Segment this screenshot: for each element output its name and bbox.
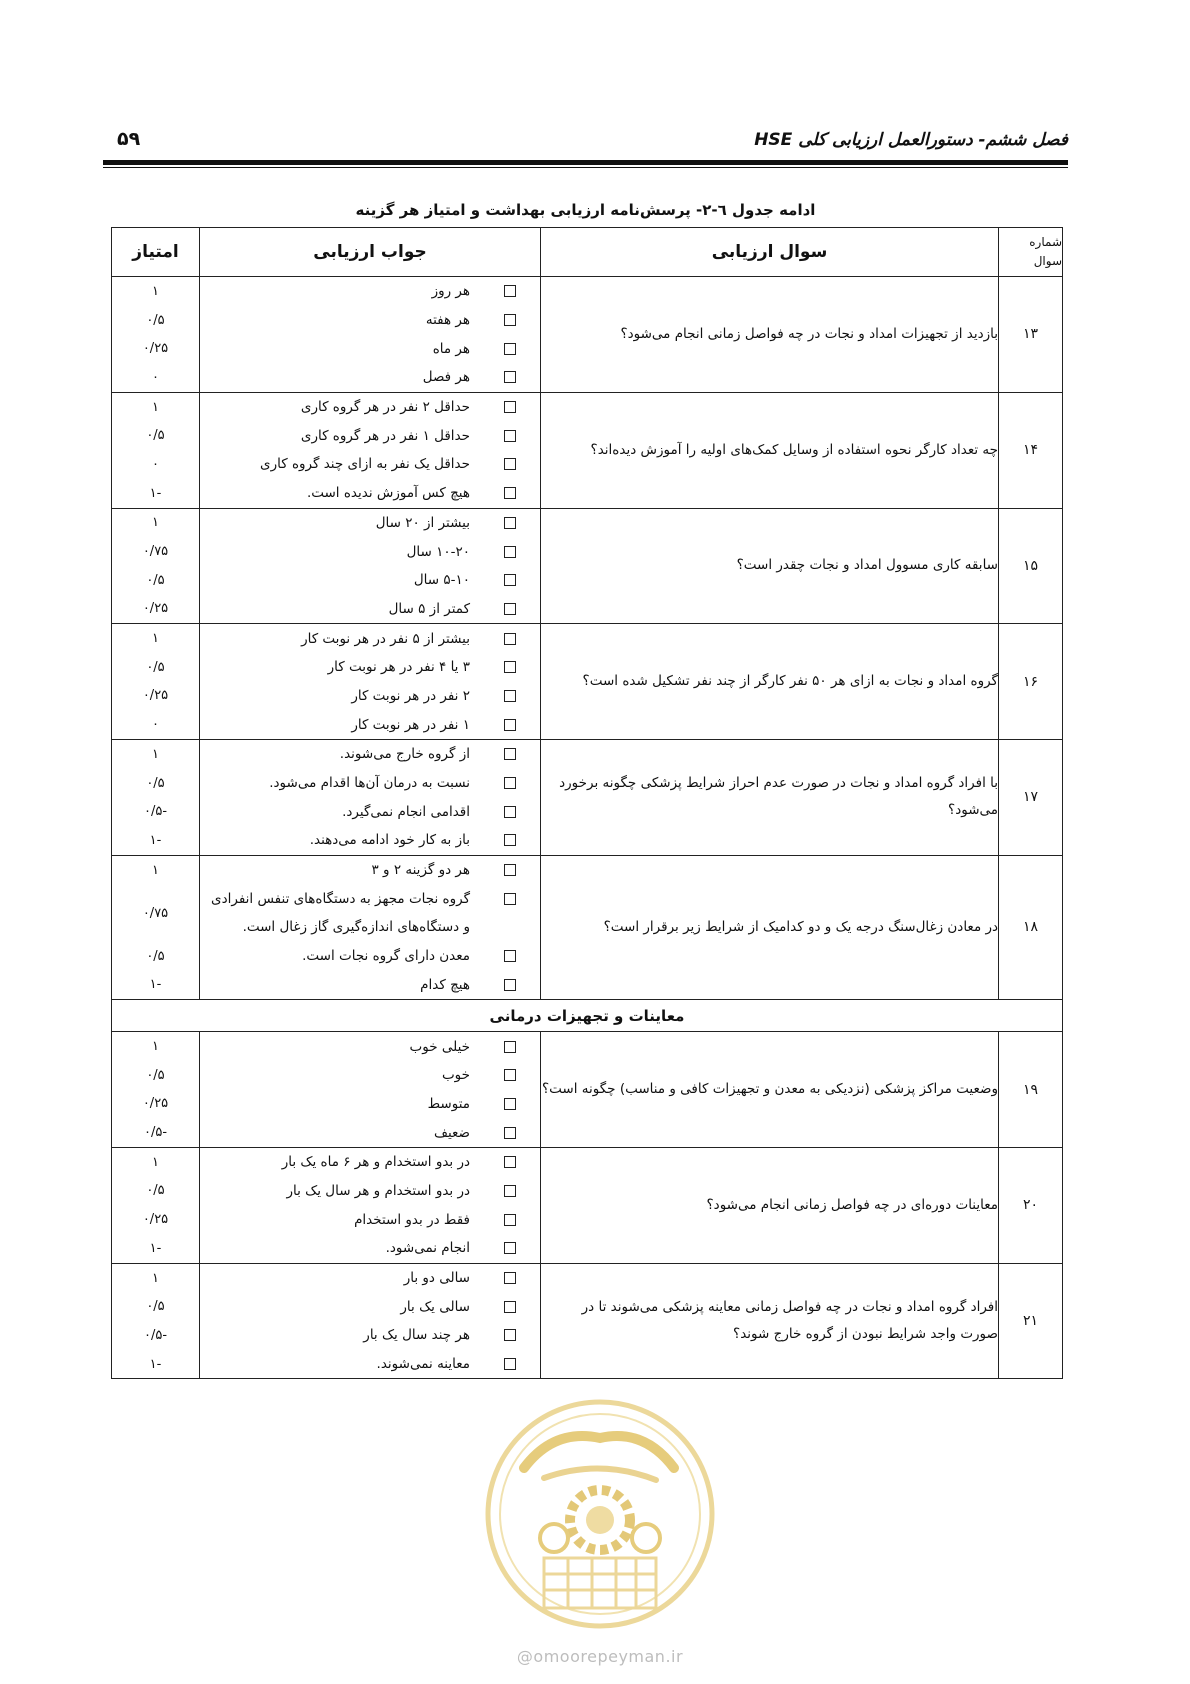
answer-option-text: نسبت به درمان آن‌ها اقدام می‌شود. <box>269 775 470 792</box>
answer-option-continuation <box>200 913 540 942</box>
score-value: ۰ <box>152 456 159 472</box>
question-number: ۱۵ <box>999 508 1063 624</box>
score-values <box>112 1263 200 1379</box>
answer-option <box>200 1177 540 1206</box>
checkbox-icon[interactable] <box>504 1127 516 1139</box>
answer-options <box>200 1147 541 1263</box>
answer-option-text: کمتر از ۵ سال <box>388 600 470 617</box>
answer-option-text: هیچ کدام <box>420 976 470 993</box>
score-value: ۱ <box>152 862 159 878</box>
answer-option <box>200 971 540 1000</box>
answer-option <box>200 624 540 653</box>
answer-option-text: فقط در بدو استخدام <box>354 1211 470 1228</box>
answer-option-text: اقدامی انجام نمی‌گیرد. <box>342 803 470 820</box>
website-watermark: @omoorepeyman.ir <box>516 1647 684 1666</box>
score-value: ۰/۲۵ <box>142 341 169 357</box>
table-body <box>112 277 1063 1379</box>
question-number: ۱۹ <box>999 1032 1063 1148</box>
answer-option-text: خوب <box>441 1067 470 1084</box>
score-value: ۱ <box>152 1270 159 1286</box>
answer-option-text: هر ماه <box>432 340 470 357</box>
answer-option <box>200 421 540 450</box>
score-value: ۱ <box>152 1154 159 1170</box>
score-value: ۰/۵ <box>146 1067 165 1083</box>
publisher-stamp-logo <box>484 1398 716 1630</box>
answer-option <box>200 769 540 798</box>
score-value: ۰/۲۵ <box>142 601 169 617</box>
score-value: ۰/۵ <box>146 572 165 588</box>
answer-option <box>200 1350 540 1379</box>
score-value: ۰/۵- <box>143 1125 168 1141</box>
question-number: ۱۶ <box>999 624 1063 740</box>
answer-options <box>200 740 541 856</box>
score-value: ۱- <box>149 1356 162 1372</box>
score-value: ۰ <box>152 369 159 385</box>
column-header-number: شماره سوال <box>999 228 1063 277</box>
checkbox-icon[interactable] <box>504 285 516 297</box>
answer-option-text: خیلی خوب <box>409 1038 470 1055</box>
answer-option <box>200 826 540 855</box>
checkbox-icon[interactable] <box>504 719 516 731</box>
answer-option-text: سالی دو بار <box>403 1270 470 1287</box>
answer-option <box>200 595 540 624</box>
column-header-score: امتیاز <box>112 228 200 277</box>
checkbox-icon[interactable] <box>504 487 516 499</box>
checkbox-icon[interactable] <box>504 979 516 991</box>
checkbox-icon[interactable] <box>504 1156 516 1168</box>
question-number: ۱۸ <box>999 855 1063 999</box>
question-number: ۱۳ <box>999 277 1063 393</box>
answer-option-text: ۵-۱۰ سال <box>413 572 470 589</box>
checkbox-icon[interactable] <box>504 517 516 529</box>
checkbox-icon[interactable] <box>504 371 516 383</box>
answer-option <box>200 740 540 769</box>
assessment-table <box>111 227 1063 1379</box>
answer-option <box>200 1321 540 1350</box>
score-value: ۰/۵- <box>143 1327 168 1343</box>
checkbox-icon[interactable] <box>504 1242 516 1254</box>
answer-option-text: هر چند سال یک بار <box>363 1327 470 1344</box>
question-row <box>112 277 1063 393</box>
answer-option <box>200 1234 540 1263</box>
question-row <box>112 624 1063 740</box>
answer-option-text: و دستگاه‌های اندازه‌گیری گاز زغال است. <box>242 919 470 936</box>
question-text: در معادن زغال‌سنگ درجه یک و دو کدامیک از شرایط زیر برقرار است؟ <box>541 855 999 999</box>
answer-option <box>200 334 540 363</box>
question-number: ۲۰ <box>999 1147 1063 1263</box>
checkbox-icon[interactable] <box>504 1069 516 1081</box>
score-values <box>112 508 200 624</box>
answer-option <box>200 363 540 392</box>
answer-option <box>200 682 540 711</box>
answer-option <box>200 306 540 335</box>
checkbox-icon[interactable] <box>504 1272 516 1284</box>
score-value: ۰/۷۵ <box>142 905 169 921</box>
answer-option-text: متوسط <box>427 1095 470 1112</box>
page-header <box>103 126 1068 156</box>
page-number: ۵۹ <box>117 128 141 150</box>
question-number: ۱۴ <box>999 392 1063 508</box>
score-value: ۰/۵ <box>146 659 165 675</box>
answer-option-text: معاینه نمی‌شوند. <box>376 1356 470 1373</box>
checkbox-icon[interactable] <box>504 1301 516 1313</box>
answer-options <box>200 1032 541 1148</box>
checkbox-icon[interactable] <box>504 1358 516 1370</box>
answer-option <box>200 1032 540 1061</box>
column-header-question: سوال ارزیابی <box>541 228 999 277</box>
score-value: ۰/۲۵ <box>142 1096 169 1112</box>
score-value: ۱- <box>149 977 162 993</box>
score-value: ۰/۷۵ <box>142 544 169 560</box>
score-values <box>112 1032 200 1148</box>
answer-option-text: حداقل ۱ نفر در هر گروه کاری <box>300 427 470 444</box>
score-value: ۱ <box>152 283 159 299</box>
score-value: ۱- <box>149 485 162 501</box>
answer-option-text: در بدو استخدام و هر ۶ ماه یک بار <box>281 1154 470 1171</box>
answer-option-text: هر دو گزینه ۲ و ۳ <box>371 862 470 879</box>
question-text: با افراد گروه امداد و نجات در صورت عدم احراز شرایط پزشکی چگونه برخورد می‌شود؟ <box>541 740 999 856</box>
answer-option <box>200 277 540 306</box>
question-row <box>112 740 1063 856</box>
score-value: ۱ <box>152 399 159 415</box>
answer-option-text: از گروه خارج می‌شوند. <box>339 746 470 763</box>
question-text: گروه امداد و نجات به ازای هر ۵۰ نفر کارگر از چند نفر تشکیل شده است؟ <box>541 624 999 740</box>
checkbox-icon[interactable] <box>504 430 516 442</box>
answer-option-text: معدن دارای گروه نجات است. <box>302 948 470 965</box>
question-text: بازدید از تجهیزات امداد و نجات در چه فواصل زمانی انجام می‌شود؟ <box>541 277 999 393</box>
answer-option <box>200 1205 540 1234</box>
answer-option-text: بیشتر از ۵ نفر در هر نوبت کار <box>301 630 470 647</box>
answer-option <box>200 653 540 682</box>
answer-option-text: ۲ نفر در هر نوبت کار <box>351 687 470 704</box>
question-number: ۱۷ <box>999 740 1063 856</box>
score-value: ۱ <box>152 515 159 531</box>
checkbox-icon[interactable] <box>504 1329 516 1341</box>
score-value: ۱ <box>152 631 159 647</box>
score-value: ۱- <box>149 1240 162 1256</box>
checkbox-icon[interactable] <box>504 950 516 962</box>
question-text: معاینات دوره‌ای در چه فواصل زمانی انجام می‌شود؟ <box>541 1147 999 1263</box>
checkbox-icon[interactable] <box>504 748 516 760</box>
answer-option <box>200 479 540 508</box>
score-value: ۰/۵ <box>146 948 165 964</box>
score-value: ۰/۵ <box>146 312 165 328</box>
score-value: ۰/۵- <box>143 804 168 820</box>
answer-option <box>200 566 540 595</box>
answer-option <box>200 884 540 913</box>
answer-option-text: هر فصل <box>422 369 470 386</box>
answer-option <box>200 1061 540 1090</box>
answer-option <box>200 1292 540 1321</box>
score-value: ۰/۵ <box>146 1299 165 1315</box>
answer-option <box>200 537 540 566</box>
answer-option <box>200 1264 540 1293</box>
question-row <box>112 1263 1063 1379</box>
score-values <box>112 740 200 856</box>
answer-options <box>200 508 541 624</box>
answer-option <box>200 393 540 422</box>
checkbox-icon[interactable] <box>504 633 516 645</box>
answer-option <box>200 450 540 479</box>
score-value: ۰/۵ <box>146 775 165 791</box>
answer-option-text: باز به کار خود ادامه می‌دهند. <box>309 832 470 849</box>
question-text: افراد گروه امداد و نجات در چه فواصل زمانی معاینه پزشکی می‌شوند تا در صورت واجد شرایط نبودن از گروه خارج شوند؟ <box>541 1263 999 1379</box>
answer-options <box>200 277 541 393</box>
column-header-answer: جواب ارزیابی <box>200 228 541 277</box>
header-rule-thin <box>103 167 1068 168</box>
score-value: ۰/۵ <box>146 1183 165 1199</box>
question-text: چه تعداد کارگر نحوه استفاده از وسایل کمک‌های اولیه را آموزش دیده‌اند؟ <box>541 392 999 508</box>
header-rule-thick <box>103 160 1068 165</box>
checkbox-icon[interactable] <box>504 1185 516 1197</box>
section-title: معاینات و تجهیزات درمانی <box>112 1000 1063 1032</box>
checkbox-icon[interactable] <box>504 690 516 702</box>
answer-option <box>200 942 540 971</box>
table-caption: ادامه جدول ٦-٢- پرسش‌نامه ارزیابی بهداشت و امتیاز هر گزینه <box>355 201 816 219</box>
score-value: ۱ <box>152 746 159 762</box>
checkbox-icon[interactable] <box>504 834 516 846</box>
answer-option-text: ۳ یا ۴ نفر در هر نوبت کار <box>327 659 470 676</box>
checkbox-icon[interactable] <box>504 314 516 326</box>
checkbox-icon[interactable] <box>504 1041 516 1053</box>
section-row <box>112 1000 1063 1032</box>
answer-options <box>200 624 541 740</box>
question-text: سابقه کاری مسوول امداد و نجات چقدر است؟ <box>541 508 999 624</box>
answer-options <box>200 392 541 508</box>
score-value: ۰/۵ <box>146 428 165 444</box>
answer-option-text: حداقل یک نفر به ازای چند گروه کاری <box>260 456 470 473</box>
answer-option-text: در بدو استخدام و هر سال یک بار <box>286 1182 470 1199</box>
question-row <box>112 855 1063 999</box>
question-row <box>112 392 1063 508</box>
checkbox-icon[interactable] <box>504 1098 516 1110</box>
score-values <box>112 277 200 393</box>
score-values <box>112 855 200 999</box>
checkbox-icon[interactable] <box>504 1214 516 1226</box>
score-value: ۱ <box>152 1039 159 1055</box>
answer-option <box>200 1148 540 1177</box>
answer-option-text: سالی یک بار <box>400 1298 470 1315</box>
checkbox-icon[interactable] <box>504 546 516 558</box>
score-value: ۱- <box>149 832 162 848</box>
checkbox-icon[interactable] <box>504 806 516 818</box>
score-values <box>112 624 200 740</box>
checkbox-icon[interactable] <box>504 401 516 413</box>
answer-option <box>200 1090 540 1119</box>
answer-option <box>200 856 540 885</box>
score-value: ۰/۲۵ <box>142 1212 169 1228</box>
score-value: ۰/۲۵ <box>142 688 169 704</box>
chapter-title: فصل ششم- دستورالعمل ارزیابی کلی HSE <box>754 130 1068 150</box>
answer-option-text: هر هفته <box>425 312 470 329</box>
answer-option-text: هر روز <box>431 283 470 300</box>
answer-option <box>200 710 540 739</box>
question-row <box>112 1032 1063 1148</box>
question-text: وضعیت مراکز پزشکی (نزدیکی به معدن و تجهیزات کافی و مناسب) چگونه است؟ <box>541 1032 999 1148</box>
checkbox-icon[interactable] <box>504 603 516 615</box>
question-number: ۲۱ <box>999 1263 1063 1379</box>
answer-option-text: ۱۰-۲۰ سال <box>406 543 470 560</box>
checkbox-icon[interactable] <box>504 864 516 876</box>
question-row <box>112 1147 1063 1263</box>
question-row <box>112 508 1063 624</box>
checkbox-icon[interactable] <box>504 661 516 673</box>
checkbox-icon[interactable] <box>504 777 516 789</box>
answer-option-text: هیچ کس آموزش ندیده است. <box>306 485 470 502</box>
answer-option-text: ۱ نفر در هر نوبت کار <box>351 716 470 733</box>
score-values <box>112 392 200 508</box>
answer-option <box>200 797 540 826</box>
checkbox-icon[interactable] <box>504 574 516 586</box>
answer-option-text: ضعیف <box>433 1124 470 1141</box>
checkbox-icon[interactable] <box>504 458 516 470</box>
checkbox-icon[interactable] <box>504 343 516 355</box>
score-value: ۰ <box>152 717 159 733</box>
answer-option-text: گروه نجات مجهز به دستگاه‌های تنفس انفرادی <box>211 890 470 907</box>
score-values <box>112 1147 200 1263</box>
answer-options <box>200 855 541 999</box>
answer-options <box>200 1263 541 1379</box>
answer-option-text: بیشتر از ۲۰ سال <box>375 514 470 531</box>
answer-option-text: حداقل ۲ نفر در هر گروه کاری <box>300 399 470 416</box>
table-header-row <box>112 228 1063 277</box>
answer-option <box>200 1118 540 1147</box>
answer-option <box>200 509 540 538</box>
answer-option-text: انجام نمی‌شود. <box>385 1240 470 1257</box>
checkbox-icon[interactable] <box>504 893 516 905</box>
